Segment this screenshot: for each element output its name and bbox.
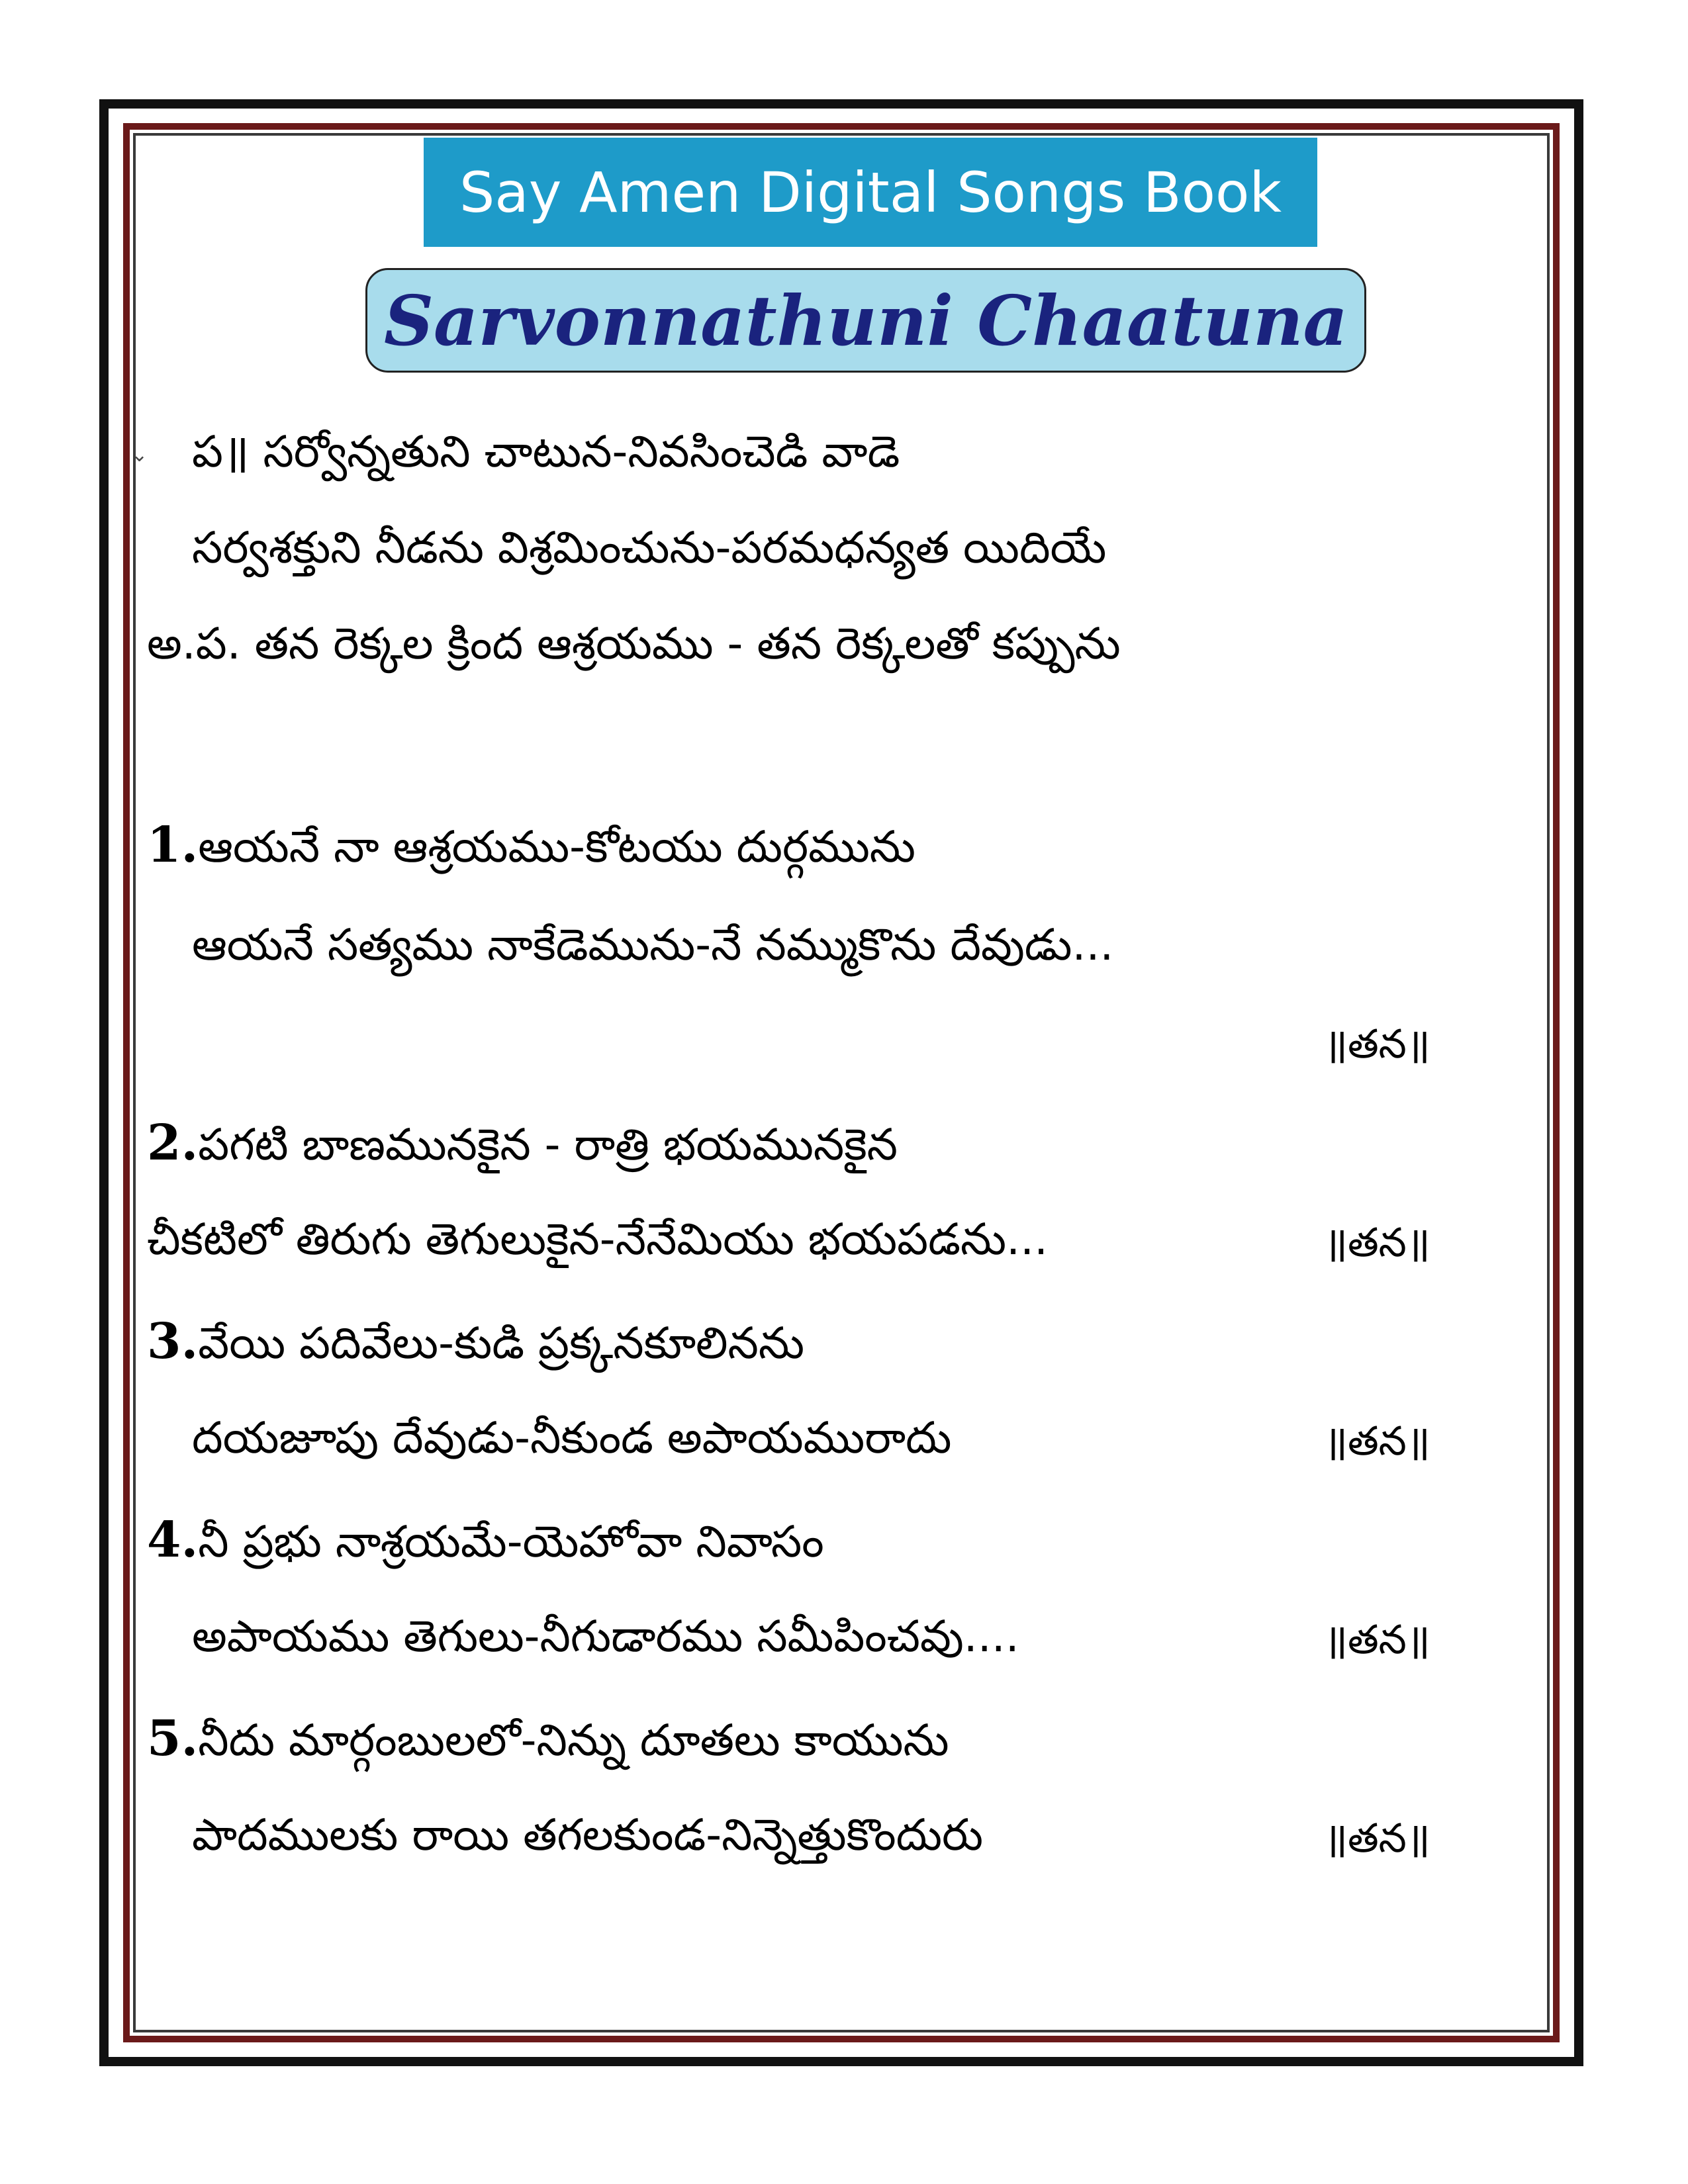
bullet-mark-icon: ⌄ [131, 443, 148, 467]
verse-2-line-1 [147, 1115, 898, 1171]
verse-4-number: 4. [147, 1512, 199, 1569]
verse-4-line-2: అపాయము తెగులు-నీగుడారము సమీపించవు.... [192, 1611, 1019, 1662]
verse-2-text-1: పగటి బాణమునకైన - రాత్రి భయమునకైన [198, 1119, 898, 1170]
verse-4-refrain: ॥తన॥ [1324, 1617, 1430, 1663]
verse-5-number: 5. [147, 1710, 199, 1767]
verse-3-line-1 [147, 1313, 805, 1370]
book-banner: Say Amen Digital Songs Book [424, 138, 1317, 247]
verse-1-number: 1. [147, 817, 199, 874]
verse-5-line-2: పాదములకు రాయి తగలకుండ-నిన్నెత్తుకొందురు [192, 1809, 984, 1860]
verse-1-text-1: ఆయనే నా ఆశ్రయము-కోటయు దుర్గమును [198, 821, 915, 872]
verse-2-refrain: ॥తన॥ [1324, 1220, 1430, 1266]
verse-3-number: 3. [147, 1313, 199, 1370]
verse-1-line-1 [147, 817, 915, 874]
verse-5-text-1: నీదు మార్గంబులలో-నిన్ను దూతలు కాయును [198, 1715, 949, 1766]
verse-1-refrain: ॥తన॥ [1324, 1021, 1430, 1068]
verse-3-line-2: దయజూపు దేవుడు-నీకుండ అపాయమురాదు [192, 1412, 952, 1463]
verse-1-line-2: ఆయనే సత్యము నాకేడెమును-నే నమ్ముకొను దేవుడు... [192, 919, 1114, 970]
chorus-line-1: ప॥ సర్వోన్నతుని చాటున-నివసించెడి వాడె [192, 426, 900, 477]
verse-2-number: 2. [147, 1115, 199, 1171]
page-border [99, 99, 1583, 2066]
verse-5-refrain: ॥తన॥ [1324, 1815, 1430, 1862]
verse-2-line-2: చీకటిలో తిరుగు తెగులుకైన-నేనేమియు భయపడను... [147, 1214, 1049, 1265]
song-title-box [365, 268, 1366, 373]
verse-5-line-1 [147, 1710, 949, 1767]
verse-3-text-1: వేయి పదివేలు-కుడి ప్రక్కనకూలినను [198, 1318, 805, 1369]
chorus-line-3: అ.ప. తన రెక్కల క్రింద ఆశ్రయము - తన రెక్కలతో కప్పును [147, 618, 1121, 669]
verse-4-text-1: నీ ప్రభు నాశ్రయమే-యెహోవా నివాసం [198, 1516, 824, 1567]
song-title: Sarvonnathuni Chaatuna [383, 279, 1348, 361]
verse-3-refrain: ॥తన॥ [1324, 1418, 1430, 1465]
verse-4-line-1 [147, 1512, 824, 1569]
chorus-line-2: సర్వశక్తుని నీడను విశ్రమించును-పరమధన్యత యిదియే [192, 522, 1107, 573]
